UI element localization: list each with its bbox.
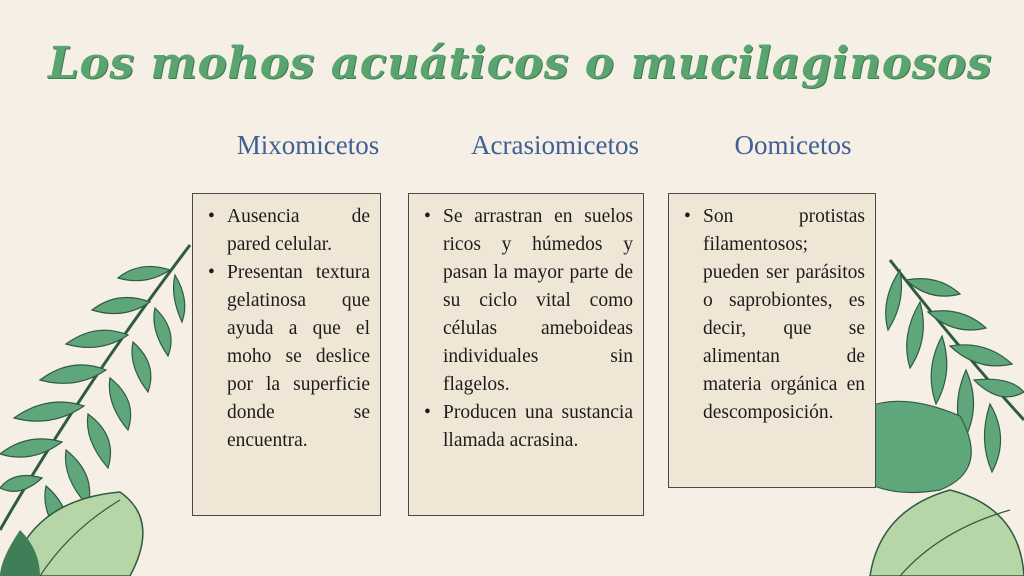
heading-oomicetos: Oomicetos [734, 130, 852, 160]
list-item: • Presentan textura gelatinosa que ayuda a que el moho se deslice por la superficie donde se encuentra. [227, 259, 370, 455]
list-item: • Producen una sustancia llamada acrasina. [443, 399, 633, 455]
oomicetos-box [668, 193, 876, 488]
heading-mixomicetos: Mixomicetos [236, 130, 380, 160]
heading-acrasiomicetos: Acrasiomicetos [471, 130, 639, 160]
list-item: • Se arrastran en suelos ricos y húmedos y pasan la mayor parte de su ciclo vital como células ameboideas individuales sin flagelos. [443, 203, 633, 399]
page-title: Los mohos acuáticos o mucilaginosos [48, 38, 992, 89]
list-item: • Son protistas filamentosos; pueden ser parásitos o saprobiontes, es decir, que se alimentan de materia orgánica en descomposición. [703, 203, 865, 427]
fern-left-icon [0, 230, 200, 576]
mixomicetos-box [192, 193, 381, 516]
acrasiomicetos-box [408, 193, 644, 516]
list-item: • Ausencia de pared celular. [227, 203, 370, 259]
